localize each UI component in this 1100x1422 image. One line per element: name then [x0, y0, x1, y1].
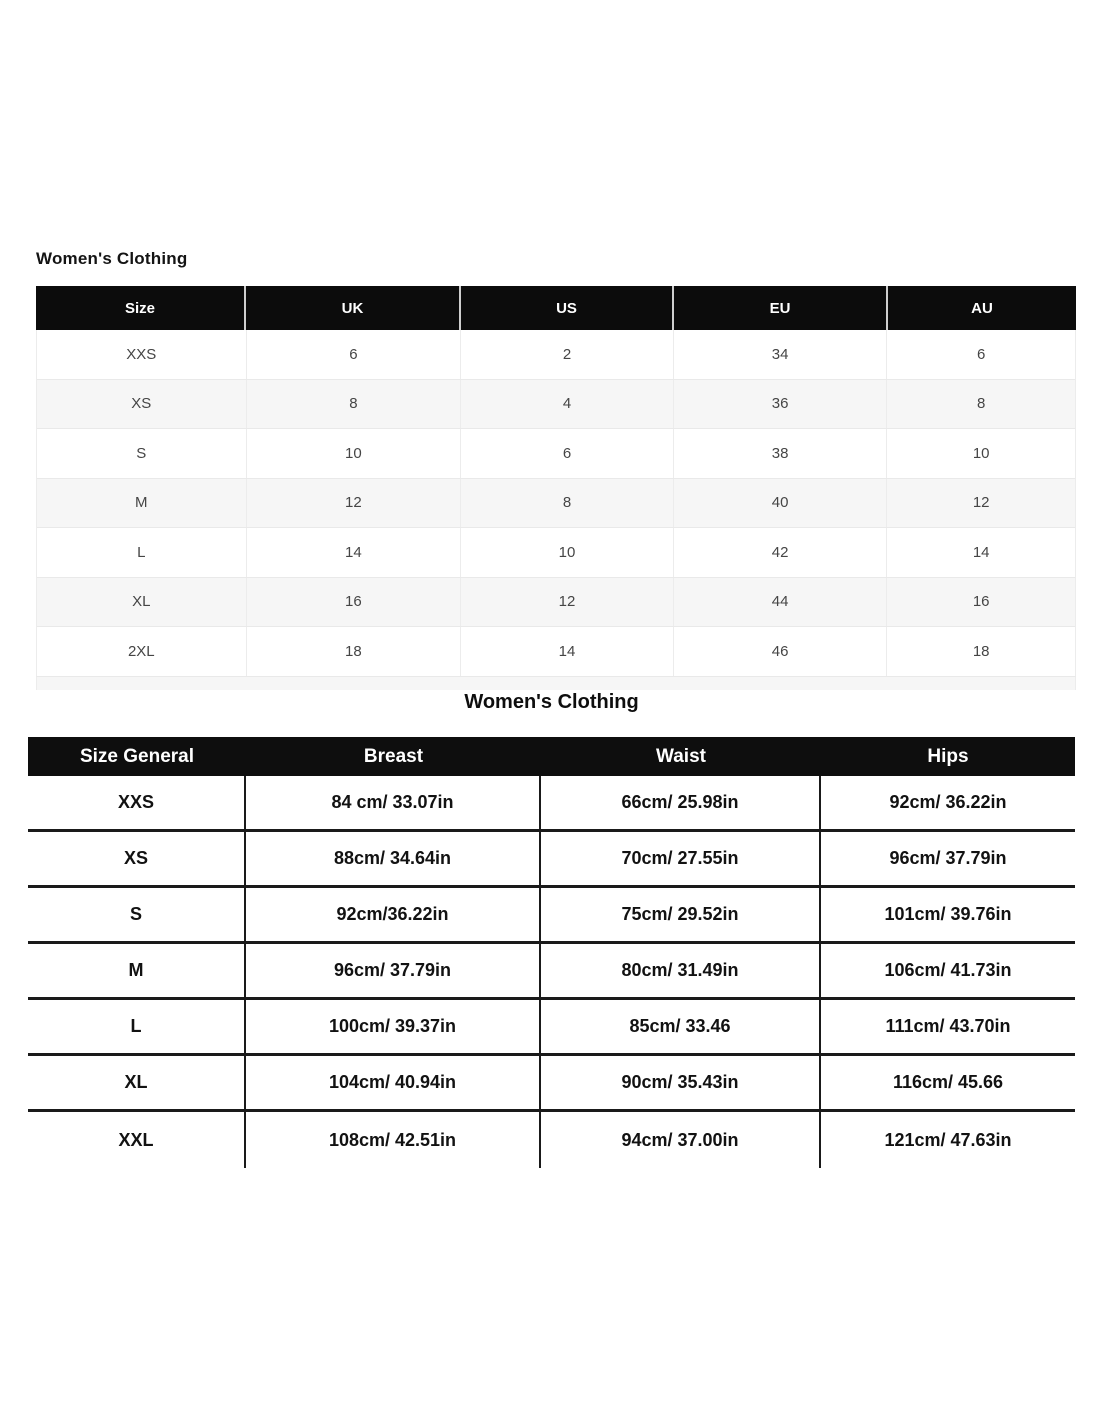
value-cell: 42	[674, 528, 888, 577]
value-cell: 10	[972, 444, 990, 462]
table-row	[37, 626, 1075, 676]
table-row	[28, 776, 1075, 832]
column-header-eu: EU	[674, 286, 888, 330]
column-header-breast: Breast	[363, 745, 424, 767]
value-cell: 96cm/ 37.79in	[889, 848, 1007, 868]
table-row	[37, 428, 1075, 478]
value-cell: 116cm/ 45.66	[892, 1072, 1004, 1092]
value-cell: 66cm/ 25.98in	[541, 776, 821, 829]
table-row	[28, 1112, 1075, 1168]
value-cell: 88cm/ 34.64in	[246, 832, 541, 885]
size-cell: L	[28, 1000, 246, 1053]
value-cell: 16	[972, 593, 990, 611]
value-cell: 44	[674, 578, 888, 627]
size-cell: M	[28, 944, 246, 997]
value-cell: 18	[247, 627, 462, 676]
value-cell: 14	[461, 627, 674, 676]
value-cell: 92cm/36.22in	[246, 888, 541, 941]
table1-title: Women's Clothing	[36, 249, 188, 268]
table-row	[37, 577, 1075, 627]
size-cell: M	[37, 479, 247, 528]
size-cell: XL	[28, 1056, 246, 1109]
value-cell: 10	[461, 528, 674, 577]
column-header-us: US	[461, 286, 674, 330]
value-cell: 75cm/ 29.52in	[541, 888, 821, 941]
table1-body	[36, 330, 1076, 676]
size-cell: XS	[28, 832, 246, 885]
value-cell: 38	[674, 429, 888, 478]
value-cell: 8	[977, 395, 986, 413]
value-cell: 14	[247, 528, 462, 577]
value-cell: 12	[461, 578, 674, 627]
table2-header-row	[28, 737, 1075, 776]
column-header-au: AU	[971, 299, 993, 317]
size-cell: S	[28, 888, 246, 941]
value-cell: 84 cm/ 33.07in	[246, 776, 541, 829]
value-cell: 94cm/ 37.00in	[541, 1112, 821, 1168]
size-cell: XS	[37, 380, 247, 429]
value-cell: 8	[461, 479, 674, 528]
value-cell: 6	[461, 429, 674, 478]
value-cell: 6	[977, 345, 986, 363]
table-row	[28, 944, 1075, 1000]
table-row	[37, 330, 1075, 379]
table-row	[37, 478, 1075, 528]
column-header-size-general: Size General	[79, 745, 195, 767]
value-cell: 92cm/ 36.22in	[889, 792, 1007, 812]
value-cell: 104cm/ 40.94in	[246, 1056, 541, 1109]
size-cell: 2XL	[37, 627, 247, 676]
table-row	[28, 1056, 1075, 1112]
value-cell: 2	[461, 330, 674, 379]
value-cell: 106cm/ 41.73in	[884, 960, 1012, 980]
table-row	[37, 527, 1075, 577]
value-cell: 18	[972, 642, 990, 660]
value-cell: 12	[972, 494, 990, 512]
column-header-waist: Waist	[656, 745, 706, 767]
table-row	[37, 379, 1075, 429]
value-cell: 90cm/ 35.43in	[541, 1056, 821, 1109]
value-cell: 34	[674, 330, 888, 379]
size-cell: L	[37, 528, 247, 577]
table2-body	[28, 776, 1075, 1168]
value-cell: 4	[461, 380, 674, 429]
value-cell: 101cm/ 39.76in	[884, 904, 1012, 924]
value-cell: 12	[247, 479, 462, 528]
size-cell: XXL	[28, 1112, 246, 1168]
value-cell: 14	[972, 543, 990, 561]
value-cell: 85cm/ 33.46	[541, 1000, 821, 1053]
size-cell: S	[37, 429, 247, 478]
value-cell: 100cm/ 39.37in	[246, 1000, 541, 1053]
table-row	[28, 1000, 1075, 1056]
table2-title: Women's Clothing	[464, 691, 639, 713]
value-cell: 80cm/ 31.49in	[541, 944, 821, 997]
value-cell: 111cm/ 43.70in	[885, 1016, 1011, 1036]
value-cell: 40	[674, 479, 888, 528]
value-cell: 8	[247, 380, 462, 429]
size-cell: XL	[37, 578, 247, 627]
column-header-uk: UK	[246, 286, 461, 330]
size-cell: XXS	[28, 776, 246, 829]
table1-header-row	[36, 286, 1076, 330]
table-row	[28, 832, 1075, 888]
column-header-hips: Hips	[927, 745, 969, 767]
table1-partial-row	[36, 676, 1076, 690]
value-cell: 16	[247, 578, 462, 627]
value-cell: 46	[674, 627, 888, 676]
value-cell: 96cm/ 37.79in	[246, 944, 541, 997]
value-cell: 121cm/ 47.63in	[884, 1129, 1012, 1150]
size-conversion-table	[36, 286, 1076, 690]
value-cell: 6	[247, 330, 462, 379]
value-cell: 36	[674, 380, 888, 429]
value-cell: 108cm/ 42.51in	[246, 1112, 541, 1168]
measurements-table	[28, 737, 1075, 1168]
table-row	[28, 888, 1075, 944]
value-cell: 10	[247, 429, 462, 478]
value-cell: 70cm/ 27.55in	[541, 832, 821, 885]
column-header-size: Size	[36, 286, 246, 330]
size-cell: XXS	[37, 330, 247, 379]
